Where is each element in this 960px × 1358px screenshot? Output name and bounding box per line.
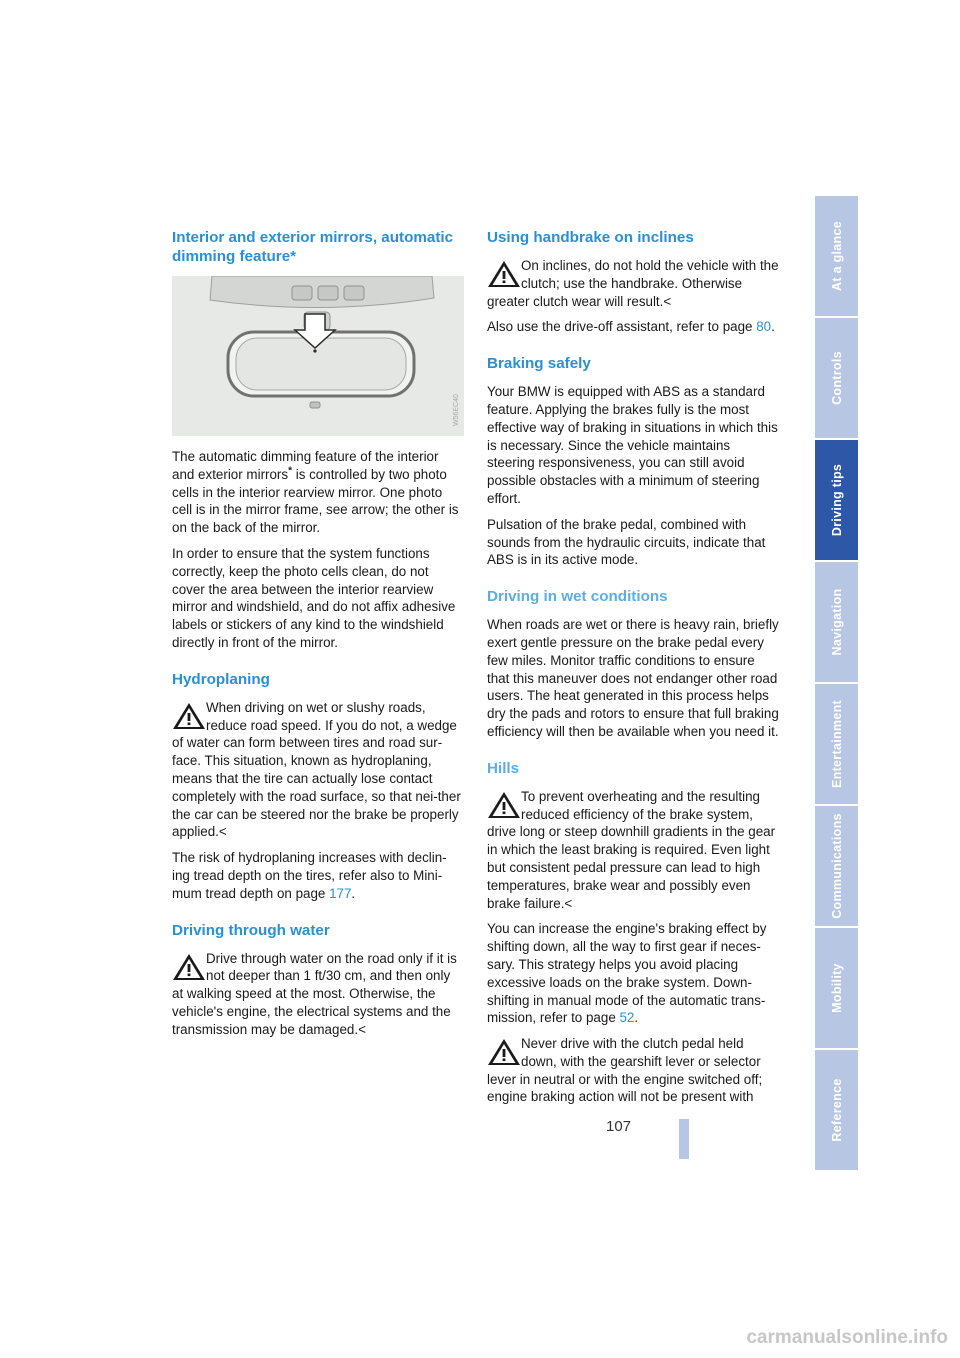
text-run: . — [351, 885, 356, 901]
rearview-mirror-illustration — [172, 276, 464, 436]
section-heading-hills: Hills — [487, 759, 520, 777]
tab-label: Driving tips — [829, 463, 844, 537]
left-column — [172, 228, 464, 1047]
tab-controls[interactable] — [815, 318, 858, 438]
warning-triangle-icon — [487, 1037, 521, 1067]
page-reference-link[interactable]: 52 — [619, 1010, 635, 1026]
water-warning — [172, 950, 464, 1039]
right-column — [487, 228, 779, 1114]
incline-warning — [487, 257, 779, 310]
warning-text: To prevent overheating and the resulting reduced efficiency of the brake system, drive long or steep downhill gradients in the gear in which the least braking is required. Even light but consistent pedal pressure can lead to high temperatures, brake wear and possibly even brake failure.< — [487, 788, 776, 911]
braking-paragraph-1: Your BMW is equipped with ABS as a standard feature. Applying the brakes fully is the most effective way of braking in situations in which this is necessary. Since the vehicle maintains steering responsiveness, you can still avoid possible obstacles with a minimum of steering effort. — [487, 384, 778, 506]
mirror-paragraph-1 — [172, 448, 464, 537]
warning-triangle-icon — [172, 701, 206, 731]
page-reference-link[interactable]: 80 — [756, 319, 772, 335]
tab-navigation[interactable] — [815, 562, 858, 682]
tab-at-a-glance[interactable] — [815, 196, 858, 316]
page-number-bar — [679, 1119, 689, 1159]
text-run: . — [634, 1010, 639, 1026]
warning-triangle-icon — [172, 952, 206, 982]
mirror-photo — [172, 276, 464, 436]
tab-entertainment[interactable] — [815, 684, 858, 804]
tab-communications[interactable] — [815, 806, 858, 926]
warning-text: Never drive with the clutch pedal held down, with the gearshift lever or selector lever in neutral or with the engine switched off; engine braking action will not be present with — [487, 1036, 763, 1105]
tab-label: Reference — [829, 1078, 844, 1142]
text-run: is controlled by two photo cells in the interior rearview mirror. One photo cell is in the mirror frame, see arrow; the other is on the back of the mirror. — [172, 466, 459, 536]
tab-reference[interactable] — [815, 1050, 858, 1170]
hydroplaning-warning — [172, 699, 464, 841]
tab-driving-tips[interactable] — [815, 440, 858, 560]
tab-label: Entertainment — [829, 700, 844, 788]
tab-label: Navigation — [829, 588, 844, 656]
section-heading-braking: Braking safely — [487, 355, 591, 373]
page-reference-link[interactable]: 177 — [329, 885, 352, 901]
warning-text: On inclines, do not hold the vehicle with the clutch; use the handbrake. Otherwise greater clutch wear will result.< — [487, 258, 779, 309]
hills-paragraph — [487, 920, 779, 1027]
wet-paragraph: When roads are wet or there is heavy rain, briefly exert gentle pressure on the brake pedal every few miles. Monitor traffic conditions to ensure that this maneuver does not endanger other road users. The heat generated in this process helps dry the pads and rotors to ensure that full braking efficiency will then be available when you need it. — [487, 617, 779, 739]
section-heading-water: Driving through water — [172, 921, 330, 939]
chapter-tabs — [815, 196, 858, 1172]
footnote-star: * — [288, 465, 292, 477]
incline-paragraph — [487, 318, 779, 336]
footer-watermark: carmanualsonline.info — [746, 1327, 948, 1348]
hills-warning-2 — [487, 1035, 779, 1106]
section-heading-wet: Driving in wet conditions — [487, 588, 668, 606]
tab-label: Communications — [829, 813, 844, 919]
section-heading-inclines: Using handbrake on inclines — [487, 229, 694, 246]
page-number: 107 — [606, 1118, 632, 1135]
section-heading-hydroplaning: Hydroplaning — [172, 670, 270, 688]
warning-text: When driving on wet or slushy roads, reduce road speed. If you do not, a wedge of water can form between tires and road sur-face. This situation, known as hydroplaning, means that the tire can actually lose contact completely with the road surface, so that nei-ther the car can be steered nor the brake be properly applied.< — [172, 699, 461, 840]
svg-text:W56EC40: W56EC40 — [453, 394, 460, 426]
warning-text: Drive through water on the road only if it is not deeper than 1 ft/30 cm, and then only at walking speed at the most. Otherwise, the vehicle's engine, the electrical systems and the transmission may be damaged.< — [172, 950, 457, 1037]
hills-warning-1 — [487, 788, 779, 913]
text-run: The risk of hydroplaning increases with declin-ing tread depth on the tires, refer also to Mini-mum tread depth on page — [172, 850, 447, 901]
hydroplaning-paragraph — [172, 849, 464, 902]
braking-paragraph-2: Pulsation of the brake pedal, combined with sounds from the hydraulic circuits, indicate that ABS is in its active mode. — [487, 516, 766, 568]
text-run: The automatic dimming feature of the interior and exterior mirrors — [172, 449, 439, 482]
section-heading-mirrors: Interior and exterior mirrors, automatic dimming feature* — [172, 229, 454, 265]
mirror-paragraph-2: In order to ensure that the system functions correctly, keep the photo cells clean, do not cover the area between the interior rearview mirror and windshield, and do not affix adhesive labels or stickers of any kind to the windshield directly in front of the mirror. — [172, 545, 456, 650]
text-run: Also use the drive-off assistant, refer to page — [487, 319, 757, 335]
text-run: . — [771, 319, 775, 335]
text-run: You can increase the engine's braking effect by shifting down, all the way to first gear if neces-sary. This strategy helps you avoid placing excessive loads on the brake system. Down-shifting in manual mode of the automatic trans-mission, refer to page — [487, 921, 767, 1026]
tab-label: Mobility — [829, 963, 844, 1013]
warning-triangle-icon — [487, 790, 521, 820]
tab-label: At a glance — [829, 221, 844, 291]
warning-triangle-icon — [487, 259, 521, 289]
tab-mobility[interactable] — [815, 928, 858, 1048]
tab-label: Controls — [829, 351, 844, 405]
